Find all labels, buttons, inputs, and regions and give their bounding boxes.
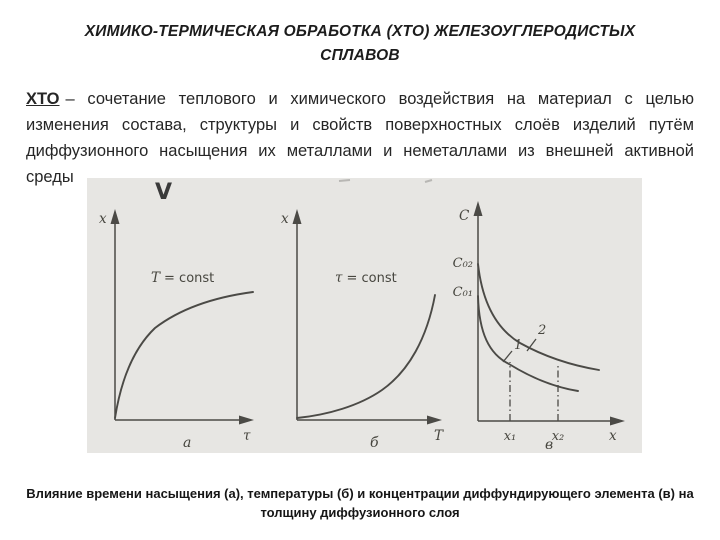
scan-artifact-dash [339,180,350,181]
slide-title [0,20,720,68]
x-axis-label-b: T [434,428,444,444]
definition-paragraph [26,86,694,190]
figure-caption [0,484,720,522]
scan-artifact-dash [425,180,432,182]
definition-line-4: среды [26,168,74,186]
caption-line-1: Влияние времени насыщения (а), температуры (б) и концентрации диффундирующего элемента (в) на [26,486,694,501]
title-line-1: ХИМИКО-ТЕРМИЧЕСКАЯ ОБРАБОТКА (ХТО) ЖЕЛЕЗОУГЛЕРОДИСТЫХ [84,23,636,40]
x-axis-arrow-a [239,416,254,425]
y-axis-arrow-v [474,201,483,216]
graph-b [281,209,444,451]
figure-panel [87,178,642,453]
x-axis-arrow-v [610,417,625,426]
y-axis-label-b: x [281,211,289,227]
stray-v-mark: V [155,180,173,205]
curve-label-a [151,270,214,286]
graph-a [99,209,254,451]
definition-term: ХТО [26,90,60,108]
curve-1-label: 1 [514,338,523,353]
curve-1-leader [503,351,512,362]
graph-letter-b: б [370,435,379,451]
y-tick-c01: C₀₁ [452,285,473,300]
scan-artifacts [155,180,432,205]
curve-a [115,292,253,418]
x-tick-x1: x₁ [503,429,517,444]
definition-line-1 [26,86,694,112]
x-axis-label-v: x [609,428,617,444]
x-axis-label-a: τ [243,428,251,444]
title-line-2: СПЛАВОВ [320,47,400,64]
caption-line-2: толщину диффузионного слоя [260,505,460,520]
y-axis-arrow-b [293,209,302,224]
y-axis-arrow-a [111,209,120,224]
curve-label-b-var: τ [335,270,343,286]
curve-1 [478,296,578,391]
y-tick-c02: C₀₂ [452,256,473,271]
curve-2-label: 2 [538,323,547,338]
x-tick-x2: x₂ [551,429,565,444]
y-axis-label-a: x [99,211,107,227]
definition-line-1-text: – сочетание теплового и химического воздействия на материал с целью [65,90,694,108]
curve-label-a-eq: = const [164,271,215,286]
definition-line-2: изменения состава, структуры и свойств поверхностных слоёв изделий путём [26,116,694,134]
curve-b [297,295,435,418]
graph-letter-a: а [183,435,192,451]
figure-svg [87,178,642,453]
curve-label-a-var: T [151,270,161,286]
graph-letter-v: в [545,437,554,453]
x-axis-arrow-b [427,416,442,425]
definition-line-3: диффузионного насыщения их металлами и неметаллами из внешней активной [26,142,694,160]
curve-label-b [335,270,397,286]
graph-v [453,201,625,453]
y-axis-label-v: C [459,208,470,224]
curve-label-b-eq: = const [346,271,397,286]
